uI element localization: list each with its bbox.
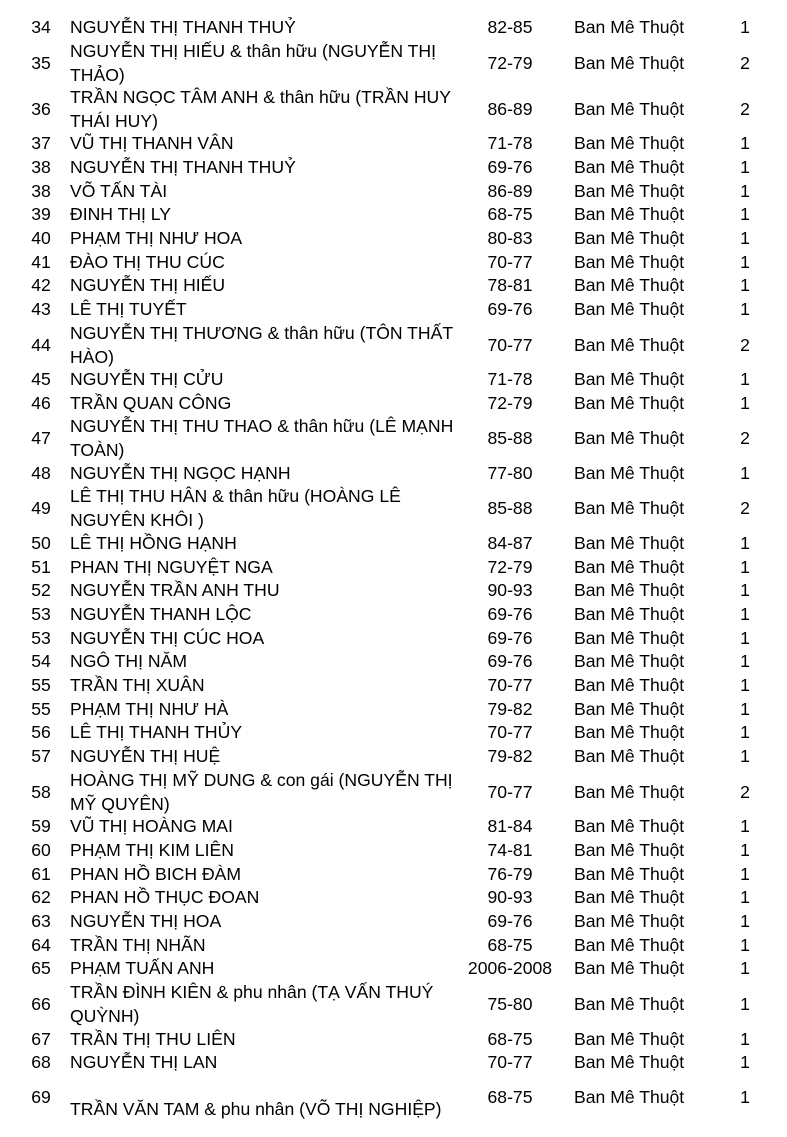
member-name: PHẠM THỊ NHƯ HÀ [70,699,229,719]
row-number: 43 [31,299,51,319]
location: Ban Mê Thuột [574,557,685,577]
row-number: 41 [31,252,51,272]
attendee-count: 1 [740,722,750,742]
row-number: 65 [31,958,51,978]
school-years: 72-79 [487,53,533,73]
attendee-count: 1 [740,1052,750,1072]
location: Ban Mê Thuột [574,628,685,648]
school-years: 70-77 [487,675,533,695]
attendee-count: 1 [740,17,750,37]
school-years: 69-76 [487,911,533,931]
member-name: LÊ THỊ HỒNG HẠNH [70,533,237,553]
row-number: 50 [31,533,51,553]
row-number: 39 [31,204,51,224]
school-years: 79-82 [487,699,533,719]
row-number: 51 [31,557,51,577]
attendee-count: 1 [740,533,750,553]
location: Ban Mê Thuột [574,393,685,413]
member-name: NGUYỄN THỊ THANH THUỶ [70,17,296,37]
location: Ban Mê Thuột [574,533,685,553]
location: Ban Mê Thuột [574,816,685,836]
member-name: NGUYỄN THỊ CÚC HOA [70,628,265,648]
row-number: 52 [31,580,51,600]
row-number: 64 [31,935,51,955]
row-number: 45 [31,369,51,389]
school-years: 71-78 [487,133,533,153]
location: Ban Mê Thuột [574,53,685,73]
location: Ban Mê Thuột [574,651,685,671]
attendee-count: 1 [740,935,750,955]
school-years: 71-78 [487,369,533,389]
attendee-count: 1 [740,887,750,907]
row-number: 55 [31,699,51,719]
member-name: PHẠM TUẤN ANH [70,958,215,978]
attendee-count: 1 [740,1029,750,1049]
member-name: TRẦN VĂN TAM & phu nhân (VÕ THỊ NGHIỆP) [70,1099,442,1119]
attendee-count: 1 [740,228,750,248]
row-number: 62 [31,887,51,907]
member-name: VŨ THỊ HOÀNG MAI [70,816,233,836]
location: Ban Mê Thuột [574,840,685,860]
school-years: 70-77 [487,722,533,742]
attendee-count: 1 [740,864,750,884]
location: Ban Mê Thuột [574,887,685,907]
attendee-count: 2 [740,498,750,518]
member-name: NGÔ THỊ NĂM [70,651,187,671]
attendee-count: 2 [740,53,750,73]
row-number: 38 [31,157,51,177]
row-number: 47 [31,428,51,448]
location: Ban Mê Thuột [574,157,685,177]
school-years: 86-89 [487,181,533,201]
location: Ban Mê Thuột [574,1029,685,1049]
member-name: TRẦN ĐÌNH KIÊN & phu nhân (TẠ VẤN THUÝ QUỲNH) [70,982,434,1026]
location: Ban Mê Thuột [574,864,685,884]
attendee-count: 1 [740,911,750,931]
school-years: 68-75 [487,1029,533,1049]
member-name: NGUYỄN THỊ CỬU [70,369,224,389]
attendee-count: 1 [740,204,750,224]
member-name: VÕ TẤN TÀI [70,181,168,201]
attendee-count: 2 [740,99,750,119]
row-number: 60 [31,840,51,860]
member-name: NGUYỄN THỊ THƯƠNG & thân hữu (TÔN THẤT HÀO) [70,323,453,367]
location: Ban Mê Thuột [574,204,685,224]
attendee-count: 1 [740,604,750,624]
attendee-count: 1 [740,393,750,413]
school-years: 68-75 [487,935,533,955]
location: Ban Mê Thuột [574,335,685,355]
attendee-count: 1 [740,1087,750,1107]
location: Ban Mê Thuột [574,958,685,978]
school-years: 74-81 [487,840,533,860]
row-number: 38 [31,181,51,201]
location: Ban Mê Thuột [574,463,685,483]
school-years: 72-79 [487,557,533,577]
location: Ban Mê Thuột [574,181,685,201]
row-number: 54 [31,651,51,671]
school-years: 82-85 [487,17,533,37]
school-years: 77-80 [487,463,533,483]
attendee-count: 1 [740,299,750,319]
attendee-count: 2 [740,335,750,355]
member-name: ĐINH THỊ LY [70,204,172,224]
location: Ban Mê Thuột [574,228,685,248]
location: Ban Mê Thuột [574,1087,685,1107]
member-name: VŨ THỊ THANH VÂN [70,133,234,153]
location: Ban Mê Thuột [574,299,685,319]
attendee-count: 1 [740,133,750,153]
school-years: 90-93 [487,887,533,907]
attendee-count: 2 [740,782,750,802]
location: Ban Mê Thuột [574,782,685,802]
attendee-count: 2 [740,428,750,448]
location: Ban Mê Thuột [574,17,685,37]
member-name: HOÀNG THỊ MỸ DUNG & con gái (NGUYỄN THỊ MỸ QUYÊN) [70,770,453,814]
attendee-count: 1 [740,675,750,695]
location: Ban Mê Thuột [574,580,685,600]
location: Ban Mê Thuột [574,1052,685,1072]
location: Ban Mê Thuột [574,604,685,624]
row-number: 56 [31,722,51,742]
row-number: 37 [31,133,51,153]
school-years: 69-76 [487,651,533,671]
location: Ban Mê Thuột [574,428,685,448]
school-years: 72-79 [487,393,533,413]
location: Ban Mê Thuột [574,746,685,766]
row-number: 53 [31,628,51,648]
school-years: 79-82 [487,746,533,766]
member-name: NGUYỄN THỊ THANH THUỶ [70,157,296,177]
school-years: 2006-2008 [467,958,553,978]
attendee-count: 1 [740,181,750,201]
school-years: 69-76 [487,157,533,177]
location: Ban Mê Thuột [574,369,685,389]
member-name: NGUYỄN THANH LỘC [70,604,252,624]
member-name: TRẦN THỊ THU LIÊN [70,1029,236,1049]
attendee-count: 1 [740,699,750,719]
school-years: 78-81 [487,275,533,295]
member-name: LÊ THỊ THANH THỦY [70,722,243,742]
attendee-count: 1 [740,994,750,1014]
attendee-count: 1 [740,275,750,295]
member-name: TRẦN NGỌC TÂM ANH & thân hữu (TRẦN HUY THÁI HUY) [70,87,451,131]
member-name: TRẦN QUAN CÔNG [70,393,232,413]
row-number: 42 [31,275,51,295]
school-years: 90-93 [487,580,533,600]
attendee-count: 1 [740,958,750,978]
school-years: 75-80 [487,994,533,1014]
school-years: 86-89 [487,99,533,119]
member-name: PHẠM THỊ KIM LIÊN [70,840,234,860]
school-years: 76-79 [487,864,533,884]
member-name: LÊ THỊ THU HÂN & thân hữu (HOÀNG LÊ NGUYÊN KHÔI ) [70,486,401,530]
member-name: NGUYỄN THỊ THU THAO & thân hữu (LÊ MẠNH TOÀN) [70,416,454,460]
row-number: 57 [31,746,51,766]
member-name: PHAN THỊ NGUYỆT NGA [70,557,273,577]
row-number: 46 [31,393,51,413]
row-number: 40 [31,228,51,248]
member-name: NGUYỄN THỊ HOA [70,911,222,931]
location: Ban Mê Thuột [574,699,685,719]
attendee-count: 1 [740,252,750,272]
attendee-count: 1 [740,157,750,177]
location: Ban Mê Thuột [574,133,685,153]
location: Ban Mê Thuột [574,675,685,695]
member-name: PHẠM THỊ NHƯ HOA [70,228,243,248]
location: Ban Mê Thuột [574,722,685,742]
row-number: 63 [31,911,51,931]
attendee-count: 1 [740,840,750,860]
row-number: 53 [31,604,51,624]
member-name: PHAN HỒ THỤC ĐOAN [70,887,260,907]
row-number: 36 [31,99,51,119]
member-name: NGUYỄN THỊ HIẾU & thân hữu (NGUYỄN THỊ THẢO) [70,41,437,85]
member-name: PHAN HỒ BICH ĐÀM [70,864,242,884]
row-number: 48 [31,463,51,483]
attendee-count: 1 [740,816,750,836]
member-name: NGUYỄN THỊ NGỌC HẠNH [70,463,291,483]
row-number: 61 [31,864,51,884]
attendee-count: 1 [740,651,750,671]
member-name: NGUYỄN THỊ HUỆ [70,746,221,766]
attendee-count: 1 [740,746,750,766]
row-number: 35 [31,53,51,73]
school-years: 85-88 [487,428,533,448]
row-number: 69 [31,1087,51,1107]
school-years: 70-77 [487,782,533,802]
school-years: 69-76 [487,604,533,624]
school-years: 84-87 [487,533,533,553]
school-years: 70-77 [487,335,533,355]
attendee-count: 1 [740,628,750,648]
row-number: 66 [31,994,51,1014]
location: Ban Mê Thuột [574,275,685,295]
row-number: 58 [31,782,51,802]
member-name: LÊ THỊ TUYẾT [70,299,187,319]
school-years: 81-84 [487,816,533,836]
location: Ban Mê Thuột [574,994,685,1014]
location: Ban Mê Thuột [574,99,685,119]
attendee-count: 1 [740,580,750,600]
member-name: NGUYỄN THỊ LAN [70,1052,218,1072]
row-number: 34 [31,17,51,37]
member-name: TRẦN THỊ NHÃN [70,935,206,955]
row-number: 59 [31,816,51,836]
location: Ban Mê Thuột [574,252,685,272]
row-number: 49 [31,498,51,518]
member-name: ĐÀO THỊ THU CÚC [70,252,225,272]
member-name: TRẦN THỊ XUÂN [70,675,205,695]
location: Ban Mê Thuột [574,935,685,955]
attendee-count: 1 [740,369,750,389]
member-name: NGUYỄN TRẦN ANH THU [70,580,280,600]
school-years: 70-77 [487,1052,533,1072]
row-number: 68 [31,1052,51,1072]
school-years: 68-75 [487,204,533,224]
school-years: 70-77 [487,252,533,272]
school-years: 80-83 [487,228,533,248]
school-years: 69-76 [487,628,533,648]
location: Ban Mê Thuột [574,911,685,931]
attendee-count: 1 [740,557,750,577]
row-number: 55 [31,675,51,695]
school-years: 85-88 [487,498,533,518]
location: Ban Mê Thuột [574,498,685,518]
school-years: 68-75 [487,1087,533,1107]
member-name: NGUYỄN THỊ HIẾU [70,275,226,295]
row-number: 44 [31,335,51,355]
row-number: 67 [31,1029,51,1049]
attendee-count: 1 [740,463,750,483]
school-years: 69-76 [487,299,533,319]
